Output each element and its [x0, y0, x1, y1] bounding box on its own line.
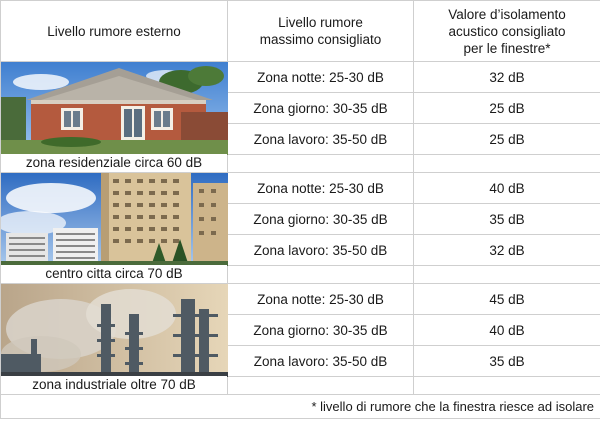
- empty-cell: [414, 377, 600, 395]
- city-highrise-photo: [1, 173, 228, 266]
- level-cell: Zona lavoro: 35-50 dB: [228, 124, 414, 155]
- zone-label-residential: zona residenziale circa 60 dB: [1, 154, 227, 171]
- level-cell: Zona notte: 25-30 dB: [228, 62, 414, 93]
- level-cell: Zona giorno: 30-35 dB: [228, 93, 414, 124]
- isolation-cell: 40 dB: [414, 315, 600, 346]
- city-zone-cell: [1, 173, 228, 284]
- level-cell: Zona notte: 25-30 dB: [228, 284, 414, 315]
- empty-cell: [414, 155, 600, 173]
- header-row: [1, 1, 600, 62]
- header-isolation-line2: acustico consigliato: [448, 23, 566, 39]
- zone-label-city: centro citta circa 70 dB: [1, 265, 227, 282]
- header-external-noise: [1, 1, 228, 62]
- isolation-cell: 45 dB: [414, 284, 600, 315]
- header-external-noise-label: Livello rumore esterno: [47, 23, 181, 39]
- isolation-cell: 32 dB: [414, 62, 600, 93]
- footnote: * livello di rumore che la finestra riesce ad isolare: [1, 395, 600, 419]
- empty-cell: [414, 266, 600, 284]
- level-cell: Zona lavoro: 35-50 dB: [228, 235, 414, 266]
- empty-cell: [228, 377, 414, 395]
- zone-label-industrial: zona industriale oltre 70 dB: [1, 376, 227, 393]
- isolation-cell: 40 dB: [414, 173, 600, 204]
- level-cell: Zona giorno: 30-35 dB: [228, 315, 414, 346]
- isolation-cell: 32 dB: [414, 235, 600, 266]
- isolation-cell: 35 dB: [414, 346, 600, 377]
- isolation-cell: 25 dB: [414, 124, 600, 155]
- table-row: [1, 173, 600, 204]
- table-row: [1, 62, 600, 93]
- empty-cell: [228, 266, 414, 284]
- level-cell: Zona giorno: 30-35 dB: [228, 204, 414, 235]
- header-max-recommended-line2: massimo consigliato: [259, 32, 382, 47]
- table-row: [1, 284, 600, 315]
- empty-cell: [228, 155, 414, 173]
- footnote-row: [1, 395, 600, 419]
- isolation-cell: 25 dB: [414, 93, 600, 124]
- residential-zone-cell: [1, 62, 228, 173]
- header-max-recommended-line1: Livello rumore: [278, 15, 363, 30]
- residential-house-photo: [1, 62, 228, 155]
- header-isolation-line1: Valore d’isolamento: [448, 6, 566, 22]
- isolation-cell: 35 dB: [414, 204, 600, 235]
- level-cell: Zona notte: 25-30 dB: [228, 173, 414, 204]
- industrial-zone-cell: [1, 284, 228, 395]
- header-max-recommended: [228, 1, 414, 62]
- header-isolation-line3: per le finestre*: [463, 40, 551, 56]
- header-isolation-value: [414, 1, 600, 62]
- level-cell: Zona lavoro: 35-50 dB: [228, 346, 414, 377]
- industrial-plant-photo: [1, 284, 228, 377]
